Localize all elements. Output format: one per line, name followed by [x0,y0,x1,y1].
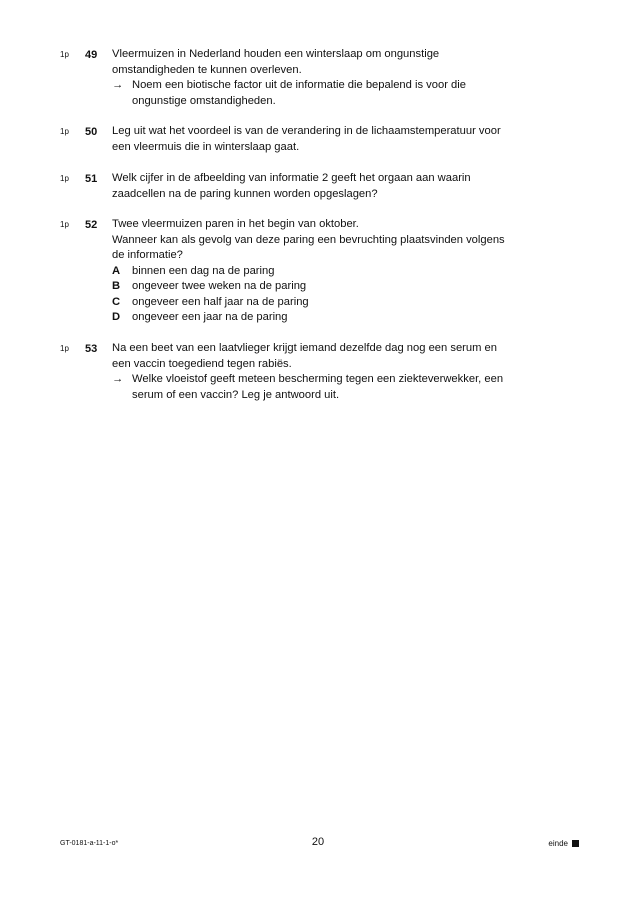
question-number: 53 [85,343,98,355]
answer-option-a [112,264,562,280]
option-letter: C [112,295,121,308]
text-line: een vaccin toegediend tegen rabiës. [112,357,292,370]
text-line: Leg uit wat het voordeel is van de verandering in de lichaamstemperatuur voor [112,125,501,137]
question-text [112,47,562,109]
text-line: omstandigheden te kunnen overleven. [112,63,302,76]
square-icon [572,840,579,847]
option-text: ongeveer een half jaar na de paring [132,295,309,308]
question-number: 52 [85,219,98,231]
question-text [112,341,562,403]
task-line: Welke vloeistof geeft meteen bescherming tegen een ziekteverwekker, een [132,373,504,385]
option-text: ongeveer een jaar na de paring [132,311,288,323]
question-points: 1p [60,344,69,353]
option-text: ongeveer twee weken na de paring [132,280,307,292]
question-number: 51 [85,173,98,185]
option-letter: D [112,311,121,323]
option-letter: A [112,264,121,277]
option-letter: B [112,280,121,292]
arrow-icon: → [112,373,124,385]
text-line: Vleermuizen in Nederland houden een winterslaap om ongunstige [112,48,440,60]
option-text: binnen een dag na de paring [132,264,275,277]
question-text [112,171,562,202]
question-text [112,124,562,155]
task-line: serum of een vaccin? Leg je antwoord uit. [132,388,340,401]
text-line: Na een beet van een laatvlieger krijgt iemand dezelfde dag nog een serum en [112,342,497,354]
text-line: zaadcellen na de paring kunnen worden opgeslagen? [112,187,378,200]
page-footer [0,836,636,852]
arrow-icon: → [112,79,124,91]
question-text [112,217,562,326]
task-instruction [112,78,562,109]
page-number: 20 [311,836,325,848]
task-line: Noem een biotische factor uit de informatie die bepalend is voor die [132,79,466,91]
answer-option-b [112,279,562,295]
task-line: ongunstige omstandigheden. [132,94,276,107]
question-number: 50 [85,126,98,138]
question-number: 49 [85,49,98,61]
text-line: Welk cijfer in de afbeelding van informatie 2 geeft het orgaan aan waarin [112,172,471,184]
answer-option-d [112,310,562,326]
end-label: einde [548,839,568,848]
exam-code: GT-0181-a-11-1-o* [60,840,119,847]
question-points: 1p [60,50,69,59]
question-points: 1p [60,174,69,183]
end-marker [548,839,579,848]
question-points: 1p [60,220,69,229]
text-line: Wanneer kan als gevolg van deze paring een bevruchting plaatsvinden volgens [112,233,505,246]
text-line: een vleermuis die in winterslaap gaat. [112,140,300,153]
text-line: Twee vleermuizen paren in het begin van oktober. [112,218,359,230]
answer-option-c [112,295,562,311]
task-instruction [112,372,562,403]
question-points: 1p [60,127,69,136]
text-line: de informatie? [112,249,183,261]
